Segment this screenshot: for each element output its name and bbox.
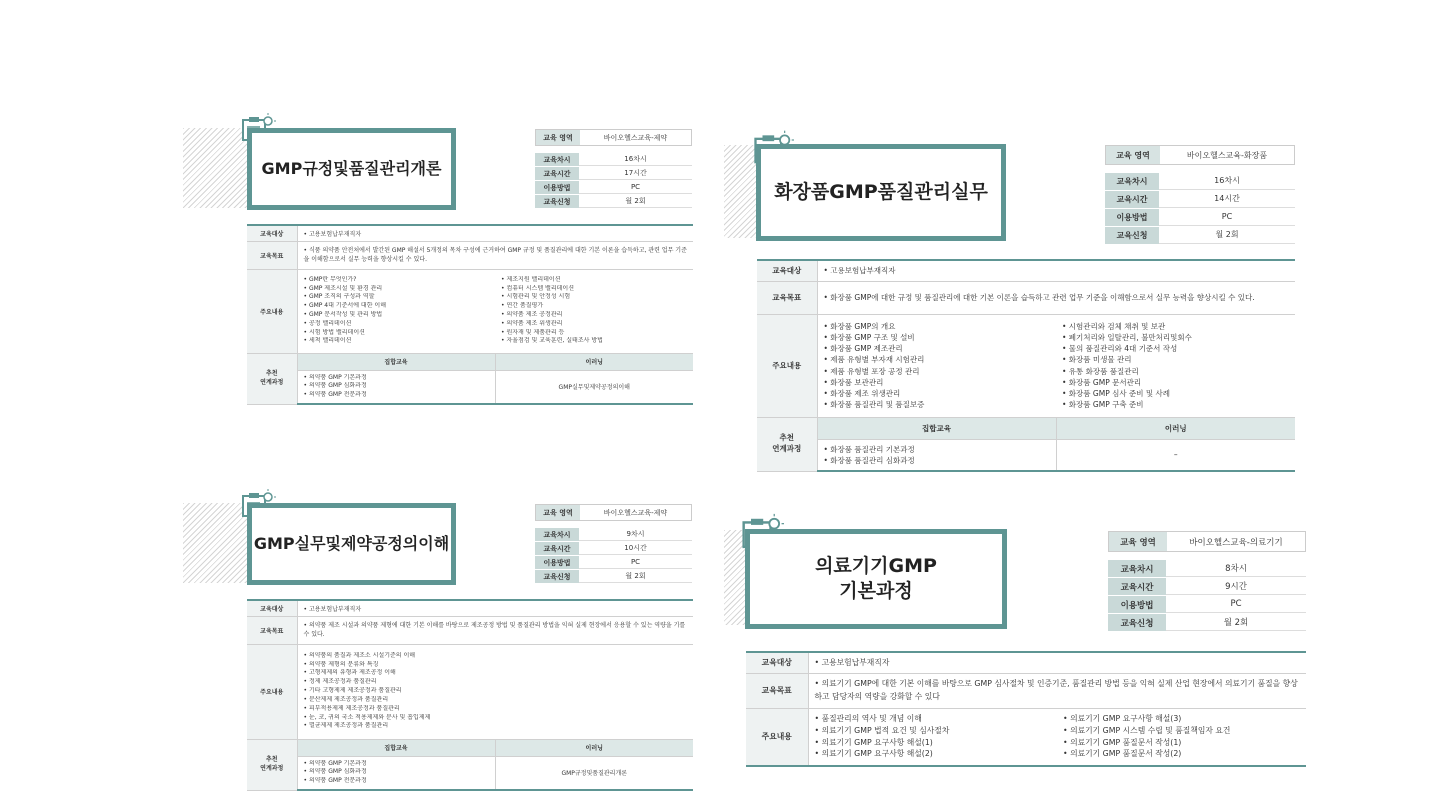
info-row: 이용방법 PC <box>535 555 692 569</box>
list-item: • 화장품 GMP 심사 준비 및 사례 <box>1062 389 1170 398</box>
list-item: • 화장품 품질관리 기본과정 <box>823 444 915 454</box>
list-item: • 의료기기 GMP 요구사항 해설(2) <box>814 749 933 759</box>
list-item: • 원자재 및 제품관리 등 <box>501 328 565 336</box>
list-item: • 폐기처리와 일탈관리, 불만처리및회수 <box>1062 332 1192 342</box>
list-item: • 세척 밸리데이션 <box>303 337 352 345</box>
recommended-header-row: 추천 연계과정 집합교육 이러닝 <box>757 417 1295 439</box>
course-info <box>1108 531 1306 631</box>
list-item: • 의약품 GMP 심화과정 <box>303 382 367 390</box>
list-item: • 의료기기 GMP 법적 요건 및 심사절차 <box>814 726 950 736</box>
contents-list <box>297 644 693 739</box>
contents-right-list <box>1057 708 1306 766</box>
list-item: • 의약품의 품질과 제조소 시설기준의 이해 <box>303 651 416 659</box>
list-item: • 의료기기 GMP 품질문서 작성(1) <box>1063 737 1182 747</box>
goal-row: 교육목표 • 화장품 GMP에 대한 규정 및 품질관리에 대한 기본 이론을 습득하고 관련 업무 기준을 이해함으로서 실무 능력을 향상시킬 수 있다. <box>757 281 1295 314</box>
course-info <box>535 504 692 583</box>
education-area: 교육 영역 바이오헬스교육-화장품 <box>1105 145 1295 165</box>
list-item: • 시험 방법 밸리데이션 <box>303 328 365 336</box>
list-item: • 제품 유형별 포장 공정 관리 <box>823 366 920 376</box>
info-row: 교육시간 9시간 <box>1108 577 1306 595</box>
list-item: • GMP 제조시설 및 환경 관리 <box>303 284 383 292</box>
list-item: • 의약품 제조 공정관리 <box>501 311 563 318</box>
list-item: • 의약품 GMP 기본과정 <box>303 373 367 381</box>
contents-right-list <box>495 269 693 353</box>
recommended-row <box>757 439 1295 471</box>
list-item: • 의약품 GMP 기본과정 <box>303 759 367 767</box>
list-item: • 피부적용제제 제조공정과 품질관리 <box>303 704 400 712</box>
list-item: • 화장품 GMP 구축 준비 <box>1062 400 1144 410</box>
elearning-course: GMP규정및품질관리개론 <box>495 756 693 790</box>
list-item: • 연간 품질평가 <box>501 302 544 310</box>
list-item: • 화장품 보관관리 <box>823 377 884 387</box>
list-item: • 의약품 제조 위생관리 <box>501 319 563 327</box>
elearning-course: – <box>1056 439 1295 471</box>
info-rows <box>1108 559 1306 631</box>
list-item: • 화장품 제조 위생관리 <box>823 389 901 398</box>
list-item: • 제품 유형별 부자재 시험관리 <box>823 355 925 365</box>
list-item: • 화장품 품질관리 심화과정 <box>823 455 915 465</box>
list-item: • GMP 조직의 구성과 역할 <box>303 293 375 301</box>
course-detail-table <box>247 599 693 791</box>
list-item: • 기타 고형제제 제조공정과 품질관리 <box>303 687 402 695</box>
list-item: • 의료기기 GMP 시스템 수립 및 품질책임자 요건 <box>1063 726 1231 736</box>
group-course-list <box>297 370 495 404</box>
list-item: • 의료기기 GMP 품질문서 작성(2) <box>1063 749 1182 759</box>
recommended-header-row: 추천 연계과정 집합교육 이러닝 <box>247 739 693 756</box>
goal-row: 교육목표 • 식품 의약품 안전처에서 발간된 GMP 해설서 5개정의 목차 구성에 근거하여 GMP 규정 및 품질관리에 대한 기본 이론을 습득하고, 관련 업무 기준을 이해함으로서 실무 능력을 향상시킬 수 있다. <box>247 241 693 269</box>
list-item: • 화장품 미생물 관리 <box>1062 355 1132 365</box>
target-row: 교육대상 • 고용보험납부재직자 <box>247 600 693 616</box>
info-row: 교육신청 월 2회 <box>1105 226 1295 244</box>
course-detail-table <box>757 259 1295 472</box>
goal-row: 교육목표 • 의료기기 GMP에 대한 기본 이해를 바탕으로 GMP 심사절차 및 인증기준, 품질관리 방법 등을 익혀 실제 산업 현장에서 의료기기 품질을 향상하고 담당자의 역량을 강화할 수 있다 <box>746 673 1306 708</box>
info-rows <box>1105 172 1295 244</box>
info-row: 교육시간 17시간 <box>535 166 692 180</box>
goal-row: 교육목표 • 의약품 제조 시설과 의약품 제형에 대한 기본 이해를 바탕으로 제조공정 방법 및 품질관리 방법을 익혀 실제 현장에서 응용할 수 있는 역량을 기를 수 있다. <box>247 616 693 644</box>
list-item: • 화장품 GMP 구조 및 설비 <box>823 332 915 342</box>
list-item: • 물의 품질관리와 4대 기준서 작성 <box>1062 344 1178 353</box>
info-rows <box>535 527 692 583</box>
list-item: • 멸균제제 제조공정과 품질관리 <box>303 722 389 730</box>
info-row: 교육시간 14시간 <box>1105 190 1295 208</box>
info-row: 이용방법 PC <box>535 180 692 194</box>
list-item: • 분산제제 제조공정과 품질관리 <box>303 695 389 703</box>
list-item: • 의약품 GMP 전문과정 <box>303 777 367 785</box>
group-course-list <box>817 439 1056 471</box>
group-course-list <box>297 756 495 790</box>
contents-left-list <box>297 269 495 353</box>
course-detail-table <box>746 651 1306 767</box>
recommended-row <box>247 756 693 790</box>
list-item: • 화장품 GMP 제조관리 <box>823 344 903 353</box>
list-item: • 의료기기 GMP 요구사항 해설(3) <box>1063 714 1182 724</box>
list-item: • 품질관리의 역사 및 개념 이해 <box>814 714 922 724</box>
info-row: 교육차시 8차시 <box>1108 559 1306 577</box>
list-item: • 의약품 제형의 분류와 특징 <box>303 660 379 668</box>
info-row: 이용방법 PC <box>1105 208 1295 226</box>
info-row: 교육신청 월 2회 <box>535 194 692 208</box>
info-row: 교육차시 16차시 <box>535 152 692 166</box>
list-item: • GMP란 무엇인가? <box>303 275 357 283</box>
course-info <box>535 129 692 208</box>
list-item: • GMP 4대 기준서에 대한 이해 <box>303 302 387 310</box>
course-detail-table <box>247 224 693 405</box>
list-item: • 정제 제조공정과 품질관리 <box>303 678 377 686</box>
contents-row: 주요내용 • 화장품 GMP의 개요 • 화장품 GMP 구조 및 설비 • 화장품 GMP 제조관리 • 제품 유형별 부자재 시험관리 • 제품 유형별 포장 공정 관리 • 화장품 보관관리 • 화장품 제조 위생관리 • 화장품 품질관리 및 품질보증 • 시험관리와 검체 채취 및 보관 • 폐기처리와 일탈관리, 불만처리및회수 • 물의 품질관리와 4대 기준서 작성 • 화장품 미생물 관리 • 유통 화장품 품질관리 • 화장품 GMP 문서관리 • 화장품 GMP 심사 준비 및 사례 • 화장품 GMP 구축 준비 <box>757 314 1295 417</box>
info-row: 교육신청 월 2회 <box>535 569 692 583</box>
course-title: 화장품GMP품질관리실무 <box>756 144 1006 241</box>
list-item: • 의약품 GMP 전문과정 <box>303 391 367 399</box>
info-row: 교육시간 10시간 <box>535 541 692 555</box>
target-row: 교육대상 • 고용보험납부재직자 <box>247 225 693 241</box>
info-row: 교육신청 월 2회 <box>1108 613 1306 631</box>
recommended-row <box>247 370 693 404</box>
list-item: • 의료기기 GMP 요구사항 해설(1) <box>814 737 933 747</box>
course-title: GMP실무및제약공정의이해 <box>247 503 456 585</box>
target-row: 교육대상 • 고용보험납부재직자 <box>746 652 1306 673</box>
recommended-header-row: 추천 연계과정 집합교육 이러닝 <box>247 353 693 370</box>
target-row: 교육대상 • 고용보험납부재직자 <box>757 260 1295 281</box>
contents-right-list <box>1056 314 1295 417</box>
education-area: 교육 영역 바이오헬스교육-제약 <box>535 504 692 521</box>
list-item: • 시험관리 및 안정성 시험 <box>501 293 571 301</box>
list-item: • 의약품 GMP 심화과정 <box>303 768 367 776</box>
list-item: • GMP 문서작성 및 관리 방법 <box>303 311 383 318</box>
list-item: • 컴퓨터 시스템 밸리데이션 <box>501 284 575 292</box>
list-item: • 유통 화장품 품질관리 <box>1062 366 1139 376</box>
list-item: • 공정 밸리데이션 <box>303 319 352 327</box>
list-item: • 시험관리와 검체 채취 및 보관 <box>1062 321 1166 331</box>
list-item: • 고형제제의 유형과 제조공정 이해 <box>303 669 396 677</box>
contents-row: 주요내용 • 품질관리의 역사 및 개념 이해 • 의료기기 GMP 법적 요건 및 심사절차 • 의료기기 GMP 요구사항 해설(1) • 의료기기 GMP 요구사항 해설(2) • 의료기기 GMP 요구사항 해설(3) • 의료기기 GMP 시스템 수립 및 품질책임자 요건 • 의료기기 GMP 품질문서 작성(1) • 의료기기 GMP 품질문서 작성(2) <box>746 708 1306 766</box>
course-title: 의료기기GMP 기본과정 <box>745 529 1007 629</box>
course-title: GMP규정및품질관리개론 <box>247 128 456 210</box>
list-item: • 화장품 GMP 문서관리 <box>1062 377 1142 387</box>
education-area: 교육 영역 바이오헬스교육-의료기기 <box>1108 531 1306 552</box>
info-row: 교육차시 16차시 <box>1105 172 1295 190</box>
contents-left-list <box>817 314 1056 417</box>
list-item: • 제조지원 밸리데이션 <box>501 275 561 283</box>
list-item: • 화장품 품질관리 및 품질보증 <box>823 400 925 410</box>
education-area: 교육 영역 바이오헬스교육-제약 <box>535 129 692 146</box>
list-item: • 화장품 GMP의 개요 <box>823 321 896 331</box>
contents-row: 주요내용 • 의약품의 품질과 제조소 시설기준의 이해 • 의약품 제형의 분류와 특징 • 고형제제의 유형과 제조공정 이해 • 정제 제조공정과 품질관리 • 기타 고형제제 제조공정과 품질관리 • 분산제제 제조공정과 품질관리 • 피부적용제제 제조공정과 품질관리 • 눈, 코, 귀의 국소 적용제제와 분사 및 흡입제제 • 멸균제제 제조공정과 품질관리 <box>247 644 693 739</box>
course-info <box>1105 145 1295 244</box>
info-row: 교육차시 9차시 <box>535 527 692 541</box>
contents-row: 주요내용 • GMP란 무엇인가? • GMP 제조시설 및 환경 관리 • GMP 조직의 구성과 역할 • GMP 4대 기준서에 대한 이해 • GMP 문서작성 및 관리 방법 • 공정 밸리데이션 • 시험 방법 밸리데이션 • 세척 밸리데이션 • 제조지원 밸리데이션 • 컴퓨터 시스템 밸리데이션 • 시험관리 및 안정성 시험 • 연간 품질평가 • 의약품 제조 공정관리 • 의약품 제조 위생관리 • 원자재 및 제품관리 등 • 자율점검 및 교육훈련, 실태조사 방법 <box>247 269 693 353</box>
elearning-course: GMP실무및제약공정의이해 <box>495 370 693 404</box>
info-rows <box>535 152 692 208</box>
list-item: • 자율점검 및 교육훈련, 실태조사 방법 <box>501 337 603 345</box>
list-item: • 눈, 코, 귀의 국소 적용제제와 분사 및 흡입제제 <box>303 713 431 721</box>
info-row: 이용방법 PC <box>1108 595 1306 613</box>
contents-left-list <box>808 708 1057 766</box>
